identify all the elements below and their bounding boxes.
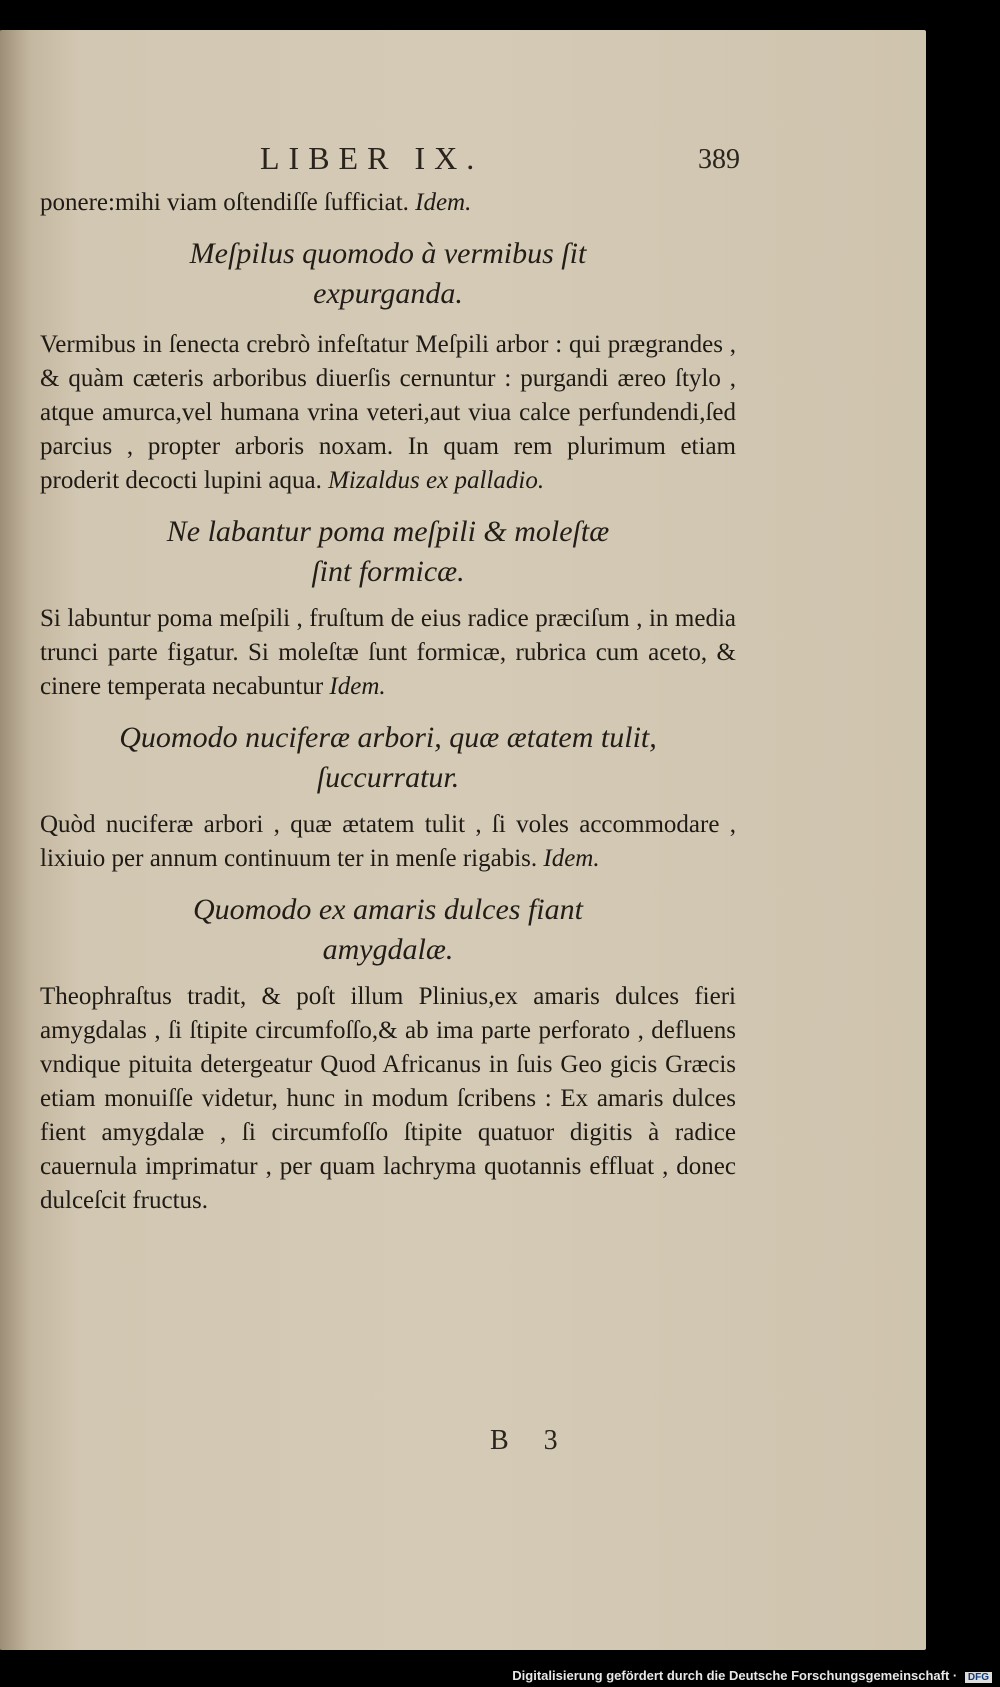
source-citation: Idem.	[415, 189, 472, 216]
source-citation: Mizaldus ex palladio.	[328, 467, 545, 494]
page-number: 389	[698, 144, 740, 175]
heading-line: expurganda.	[313, 277, 463, 310]
dfg-logo: DFG	[965, 1672, 992, 1683]
paragraph-text: Theophraſtus tradit, & poſt illum Plinius,ex amaris dulces fieri amygdalas , ſi ſtipite circumfoſſo,& ab ima parte perforato , defluens vndique pituita detergeatur Quod Africanus in ſuis Geo gicis Græcis etiam monuiſſe videtur, hunc in modum ſcribens : Ex amaris dulces fient amygdalæ , ſi circumfoſſo ſtipite quatuor digitis à radice cauernula imprimatur , per quam lachryma quotannis effluat , donec dulceſcit fructus.	[40, 983, 736, 1214]
section-heading	[40, 718, 736, 798]
source-citation: Idem.	[543, 845, 600, 872]
paragraph-continuation	[40, 186, 736, 220]
paragraph	[40, 808, 736, 876]
paragraph	[40, 602, 736, 704]
paragraph-text: ponere:mihi viam oſtendiſſe ſufficiat.	[40, 189, 409, 216]
digitization-credit	[512, 1668, 992, 1683]
heading-line: Ne labantur poma meſpili & moleſtæ	[166, 515, 610, 548]
heading-line: Quomodo nuciferæ arbori, quæ ætatem tulit,	[119, 721, 657, 754]
heading-line: amygdalæ.	[322, 933, 454, 966]
section-heading	[40, 234, 736, 314]
source-citation: Idem.	[329, 673, 386, 700]
heading-line: Meſpilus quomodo à vermibus ſit	[189, 237, 587, 270]
heading-line: ſint formicæ.	[311, 555, 465, 588]
paragraph	[40, 980, 736, 1218]
credit-text: Digitalisierung gefördert durch die Deutsche Forschungsgemeinschaft ·	[512, 1668, 958, 1683]
paragraph-text: Quòd nuciferæ arbori , quæ ætatem tulit , ſi voles accommodare , lixiuio per annum continuum ter in menſe rigabis.	[40, 811, 736, 872]
heading-line: ſuccurratur.	[316, 761, 460, 794]
section-heading	[40, 890, 736, 970]
running-head: LIBER IX.	[260, 140, 484, 176]
page-header	[40, 140, 740, 180]
body-text	[40, 186, 736, 1218]
heading-line: Quomodo ex amaris dulces fiant	[193, 893, 583, 926]
section-heading	[40, 512, 736, 592]
paragraph	[40, 328, 736, 498]
signature-mark: B 3	[490, 1425, 558, 1456]
paragraph-text: Si labuntur poma meſpili , fruſtum de eius radice præciſum , in media trunci parte figatur. Si moleſtæ ſunt formicæ, rubrica cum aceto, & cinere temperata necabuntur	[40, 605, 736, 700]
paragraph-text: Vermibus in ſenecta crebrò infeſtatur Meſpili arbor : qui prægrandes , & quàm cæteris arboribus diuerſis cernuntur : purgandi æreo ſtylo , atque amurca,vel humana vrina veteri,aut viua calce perfundendi,ſed parcius , propter arboris noxam. In quam rem plurimum etiam proderit decocti lupini aqua.	[40, 331, 736, 494]
